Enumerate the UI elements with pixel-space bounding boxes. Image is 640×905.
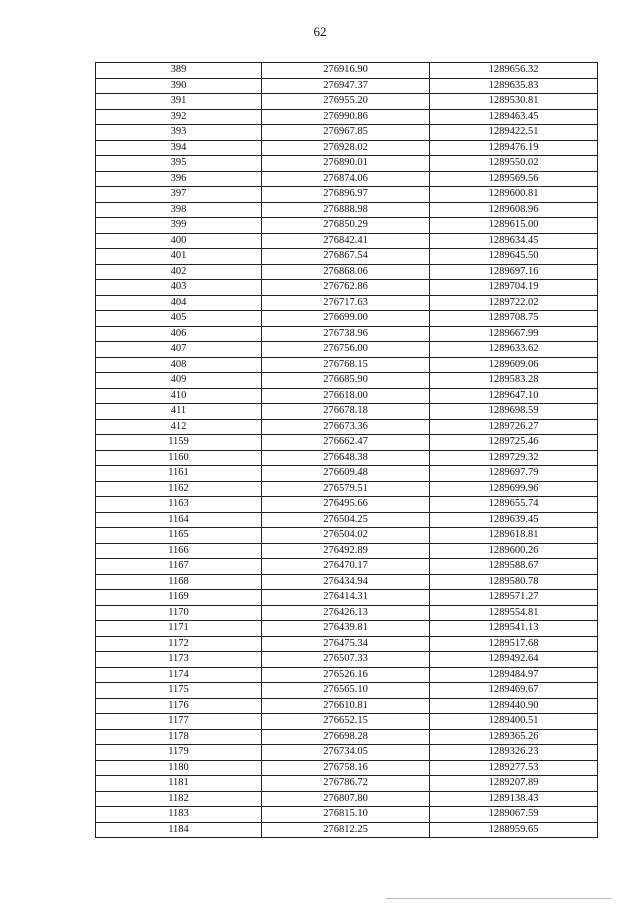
y-coordinate-cell: 1289656.32 xyxy=(430,63,598,79)
y-coordinate-cell: 1289550.02 xyxy=(430,156,598,172)
x-coordinate-cell: 276507.33 xyxy=(262,652,430,668)
point-number-cell: 1171 xyxy=(96,621,262,637)
point-number-cell: 402 xyxy=(96,264,262,280)
point-number-cell: 1183 xyxy=(96,807,262,823)
table-row xyxy=(96,621,598,637)
y-coordinate-cell: 1289541.13 xyxy=(430,621,598,637)
point-number-cell: 395 xyxy=(96,156,262,172)
x-coordinate-cell: 276916.90 xyxy=(262,63,430,79)
table-row xyxy=(96,729,598,745)
page-number: 62 xyxy=(313,24,327,39)
y-coordinate-cell: 1288959.65 xyxy=(430,822,598,838)
x-coordinate-cell: 276492.89 xyxy=(262,543,430,559)
table-row xyxy=(96,156,598,172)
table-row xyxy=(96,125,598,141)
x-coordinate-cell: 276609.48 xyxy=(262,466,430,482)
point-number-cell: 1159 xyxy=(96,435,262,451)
table-row xyxy=(96,574,598,590)
x-coordinate-cell: 276947.37 xyxy=(262,78,430,94)
table-row xyxy=(96,187,598,203)
x-coordinate-cell: 276414.31 xyxy=(262,590,430,606)
x-coordinate-cell: 276475.34 xyxy=(262,636,430,652)
y-coordinate-cell: 1289600.81 xyxy=(430,187,598,203)
x-coordinate-cell: 276565.10 xyxy=(262,683,430,699)
y-coordinate-cell: 1289722.02 xyxy=(430,295,598,311)
point-number-cell: 411 xyxy=(96,404,262,420)
x-coordinate-cell: 276967.85 xyxy=(262,125,430,141)
point-number-cell: 1172 xyxy=(96,636,262,652)
point-number-cell: 407 xyxy=(96,342,262,358)
x-coordinate-cell: 276758.16 xyxy=(262,760,430,776)
point-number-cell: 389 xyxy=(96,63,262,79)
table-row xyxy=(96,342,598,358)
point-number-cell: 1179 xyxy=(96,745,262,761)
point-number-cell: 396 xyxy=(96,171,262,187)
coordinates-table xyxy=(95,62,598,838)
x-coordinate-cell: 276762.86 xyxy=(262,280,430,296)
point-number-cell: 390 xyxy=(96,78,262,94)
x-coordinate-cell: 276786.72 xyxy=(262,776,430,792)
point-number-cell: 404 xyxy=(96,295,262,311)
y-coordinate-cell: 1289492.64 xyxy=(430,652,598,668)
point-number-cell: 1177 xyxy=(96,714,262,730)
point-number-cell: 1166 xyxy=(96,543,262,559)
point-number-cell: 412 xyxy=(96,419,262,435)
x-coordinate-cell: 276867.54 xyxy=(262,249,430,265)
table-row xyxy=(96,202,598,218)
point-number-cell: 1176 xyxy=(96,698,262,714)
point-number-cell: 392 xyxy=(96,109,262,125)
x-coordinate-cell: 276434.94 xyxy=(262,574,430,590)
y-coordinate-cell: 1289583.28 xyxy=(430,373,598,389)
table-row xyxy=(96,745,598,761)
y-coordinate-cell: 1289725.46 xyxy=(430,435,598,451)
point-number-cell: 393 xyxy=(96,125,262,141)
point-number-cell: 405 xyxy=(96,311,262,327)
point-number-cell: 1170 xyxy=(96,605,262,621)
table-row xyxy=(96,481,598,497)
x-coordinate-cell: 276768.15 xyxy=(262,357,430,373)
table-row xyxy=(96,94,598,110)
point-number-cell: 1168 xyxy=(96,574,262,590)
y-coordinate-cell: 1289530.81 xyxy=(430,94,598,110)
point-number-cell: 406 xyxy=(96,326,262,342)
table-row xyxy=(96,311,598,327)
table-row xyxy=(96,714,598,730)
x-coordinate-cell: 276738.96 xyxy=(262,326,430,342)
table-row xyxy=(96,543,598,559)
table-row xyxy=(96,218,598,234)
x-coordinate-cell: 276842.41 xyxy=(262,233,430,249)
x-coordinate-cell: 276756.00 xyxy=(262,342,430,358)
point-number-cell: 394 xyxy=(96,140,262,156)
x-coordinate-cell: 276504.02 xyxy=(262,528,430,544)
point-number-cell: 1182 xyxy=(96,791,262,807)
x-coordinate-cell: 276807.80 xyxy=(262,791,430,807)
y-coordinate-cell: 1289647.10 xyxy=(430,388,598,404)
y-coordinate-cell: 1289655.74 xyxy=(430,497,598,513)
point-number-cell: 1173 xyxy=(96,652,262,668)
x-coordinate-cell: 276990.86 xyxy=(262,109,430,125)
y-coordinate-cell: 1289704.19 xyxy=(430,280,598,296)
y-coordinate-cell: 1289633.62 xyxy=(430,342,598,358)
y-coordinate-cell: 1289615.00 xyxy=(430,218,598,234)
table-row xyxy=(96,776,598,792)
point-number-cell: 410 xyxy=(96,388,262,404)
x-coordinate-cell: 276526.16 xyxy=(262,667,430,683)
table-row xyxy=(96,791,598,807)
y-coordinate-cell: 1289422.51 xyxy=(430,125,598,141)
y-coordinate-cell: 1289569.56 xyxy=(430,171,598,187)
y-coordinate-cell: 1289067.59 xyxy=(430,807,598,823)
x-coordinate-cell: 276734.05 xyxy=(262,745,430,761)
table-row xyxy=(96,528,598,544)
table-row xyxy=(96,760,598,776)
x-coordinate-cell: 276890.01 xyxy=(262,156,430,172)
y-coordinate-cell: 1289365.26 xyxy=(430,729,598,745)
y-coordinate-cell: 1289634.45 xyxy=(430,233,598,249)
y-coordinate-cell: 1289517.68 xyxy=(430,636,598,652)
table-row xyxy=(96,326,598,342)
x-coordinate-cell: 276495.66 xyxy=(262,497,430,513)
table-row xyxy=(96,249,598,265)
y-coordinate-cell: 1289635.83 xyxy=(430,78,598,94)
table-row xyxy=(96,357,598,373)
y-coordinate-cell: 1289207.89 xyxy=(430,776,598,792)
x-coordinate-cell: 276662.47 xyxy=(262,435,430,451)
table-row xyxy=(96,559,598,575)
y-coordinate-cell: 1289699.96 xyxy=(430,481,598,497)
table-row xyxy=(96,605,598,621)
table-row xyxy=(96,171,598,187)
x-coordinate-cell: 276652.15 xyxy=(262,714,430,730)
coordinates-table-body xyxy=(96,63,598,838)
point-number-cell: 1161 xyxy=(96,466,262,482)
point-number-cell: 1181 xyxy=(96,776,262,792)
y-coordinate-cell: 1289277.53 xyxy=(430,760,598,776)
y-coordinate-cell: 1289138.43 xyxy=(430,791,598,807)
table-row xyxy=(96,698,598,714)
point-number-cell: 401 xyxy=(96,249,262,265)
x-coordinate-cell: 276673.36 xyxy=(262,419,430,435)
table-row xyxy=(96,63,598,79)
table-row xyxy=(96,667,598,683)
table-row xyxy=(96,636,598,652)
point-number-cell: 1178 xyxy=(96,729,262,745)
y-coordinate-cell: 1289463.45 xyxy=(430,109,598,125)
x-coordinate-cell: 276699.00 xyxy=(262,311,430,327)
x-coordinate-cell: 276850.29 xyxy=(262,218,430,234)
point-number-cell: 1164 xyxy=(96,512,262,528)
table-row xyxy=(96,264,598,280)
y-coordinate-cell: 1289697.79 xyxy=(430,466,598,482)
x-coordinate-cell: 276698.28 xyxy=(262,729,430,745)
point-number-cell: 1184 xyxy=(96,822,262,838)
table-row xyxy=(96,78,598,94)
table-row xyxy=(96,373,598,389)
table-row xyxy=(96,652,598,668)
point-number-cell: 1174 xyxy=(96,667,262,683)
y-coordinate-cell: 1289608.96 xyxy=(430,202,598,218)
table-row xyxy=(96,419,598,435)
point-number-cell: 391 xyxy=(96,94,262,110)
point-number-cell: 397 xyxy=(96,187,262,203)
y-coordinate-cell: 1289571.27 xyxy=(430,590,598,606)
x-coordinate-cell: 276685.90 xyxy=(262,373,430,389)
point-number-cell: 1165 xyxy=(96,528,262,544)
table-row xyxy=(96,140,598,156)
table-row xyxy=(96,807,598,823)
y-coordinate-cell: 1289484.97 xyxy=(430,667,598,683)
x-coordinate-cell: 276470.17 xyxy=(262,559,430,575)
y-coordinate-cell: 1289726.27 xyxy=(430,419,598,435)
y-coordinate-cell: 1289698.59 xyxy=(430,404,598,420)
x-coordinate-cell: 276648.38 xyxy=(262,450,430,466)
point-number-cell: 403 xyxy=(96,280,262,296)
point-number-cell: 1160 xyxy=(96,450,262,466)
y-coordinate-cell: 1289609.06 xyxy=(430,357,598,373)
x-coordinate-cell: 276426.13 xyxy=(262,605,430,621)
x-coordinate-cell: 276955.20 xyxy=(262,94,430,110)
x-coordinate-cell: 276868.06 xyxy=(262,264,430,280)
x-coordinate-cell: 276888.98 xyxy=(262,202,430,218)
table-row xyxy=(96,590,598,606)
point-number-cell: 1175 xyxy=(96,683,262,699)
y-coordinate-cell: 1289667.99 xyxy=(430,326,598,342)
y-coordinate-cell: 1289400.51 xyxy=(430,714,598,730)
y-coordinate-cell: 1289708.75 xyxy=(430,311,598,327)
point-number-cell: 409 xyxy=(96,373,262,389)
y-coordinate-cell: 1289440.90 xyxy=(430,698,598,714)
table-row xyxy=(96,466,598,482)
table-row xyxy=(96,435,598,451)
table-row xyxy=(96,233,598,249)
table-row xyxy=(96,512,598,528)
y-coordinate-cell: 1289618.81 xyxy=(430,528,598,544)
y-coordinate-cell: 1289476.19 xyxy=(430,140,598,156)
y-coordinate-cell: 1289580.78 xyxy=(430,574,598,590)
y-coordinate-cell: 1289639.45 xyxy=(430,512,598,528)
y-coordinate-cell: 1289600.26 xyxy=(430,543,598,559)
y-coordinate-cell: 1289469.67 xyxy=(430,683,598,699)
table-row xyxy=(96,497,598,513)
table-row xyxy=(96,388,598,404)
table-row xyxy=(96,404,598,420)
footer-rule xyxy=(386,898,611,899)
table-row xyxy=(96,109,598,125)
table-row xyxy=(96,280,598,296)
x-coordinate-cell: 276439.81 xyxy=(262,621,430,637)
x-coordinate-cell: 276678.18 xyxy=(262,404,430,420)
point-number-cell: 408 xyxy=(96,357,262,373)
x-coordinate-cell: 276812.25 xyxy=(262,822,430,838)
point-number-cell: 1162 xyxy=(96,481,262,497)
x-coordinate-cell: 276928.02 xyxy=(262,140,430,156)
table-row xyxy=(96,822,598,838)
point-number-cell: 1180 xyxy=(96,760,262,776)
point-number-cell: 1167 xyxy=(96,559,262,575)
x-coordinate-cell: 276504.25 xyxy=(262,512,430,528)
point-number-cell: 1163 xyxy=(96,497,262,513)
table-row xyxy=(96,450,598,466)
x-coordinate-cell: 276717.63 xyxy=(262,295,430,311)
point-number-cell: 398 xyxy=(96,202,262,218)
y-coordinate-cell: 1289729.32 xyxy=(430,450,598,466)
x-coordinate-cell: 276618.00 xyxy=(262,388,430,404)
y-coordinate-cell: 1289326.23 xyxy=(430,745,598,761)
point-number-cell: 399 xyxy=(96,218,262,234)
y-coordinate-cell: 1289697.16 xyxy=(430,264,598,280)
y-coordinate-cell: 1289645.50 xyxy=(430,249,598,265)
table-row xyxy=(96,295,598,311)
point-number-cell: 1169 xyxy=(96,590,262,606)
y-coordinate-cell: 1289554.81 xyxy=(430,605,598,621)
x-coordinate-cell: 276815.10 xyxy=(262,807,430,823)
x-coordinate-cell: 276579.51 xyxy=(262,481,430,497)
x-coordinate-cell: 276610.81 xyxy=(262,698,430,714)
x-coordinate-cell: 276874.06 xyxy=(262,171,430,187)
x-coordinate-cell: 276896.97 xyxy=(262,187,430,203)
table-row xyxy=(96,683,598,699)
point-number-cell: 400 xyxy=(96,233,262,249)
y-coordinate-cell: 1289588.67 xyxy=(430,559,598,575)
